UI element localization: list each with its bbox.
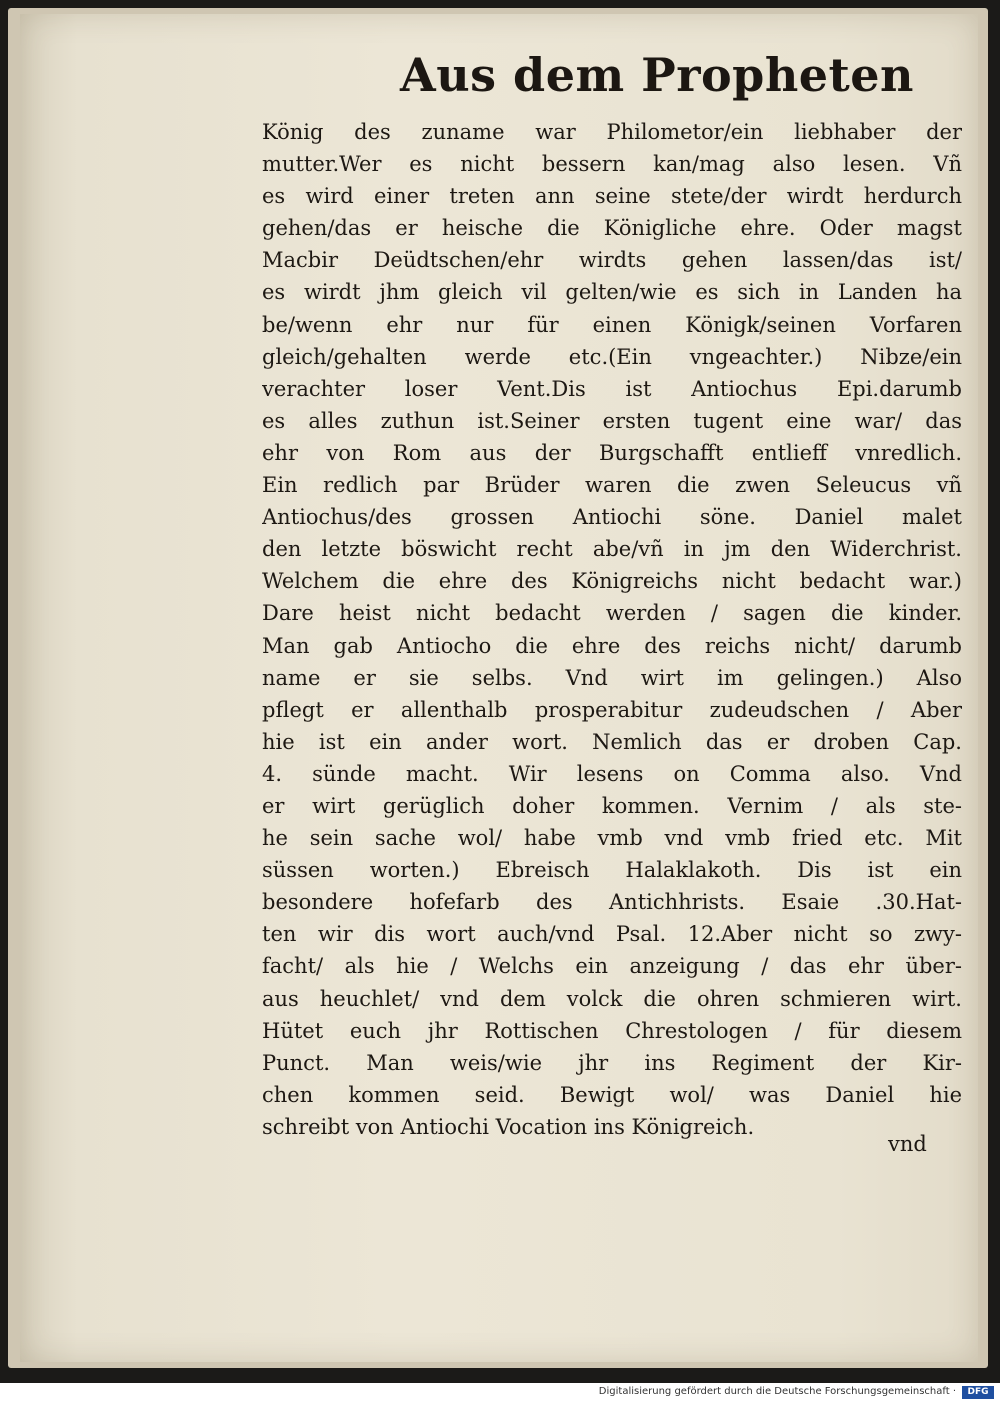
text-line: es wird einer treten ann seine stete/der wirdt herdurch (262, 184, 962, 209)
text-line: Welchem die ehre des Königreichs nicht bedacht war.) (262, 569, 962, 594)
text-line: hie ist ein ander wort. Nemlich das er droben Cap. (262, 729, 962, 754)
dfg-logo[interactable]: DFG (962, 1386, 994, 1399)
text-line: aus heuchlet/ vnd dem volck die ohren schmieren wirt. (262, 986, 962, 1011)
text-line: schreibt von Antiochi Vocation ins Königreich. (262, 1114, 755, 1139)
text-block (262, 116, 962, 1143)
text-line: he sein sache wol/ habe vmb vnd vmb fried etc. Mit (262, 826, 962, 851)
text-line: mutter.Wer es nicht bessern kan/mag also lesen. Vñ (262, 152, 962, 177)
text-line: Punct. Man weis/wie jhr ins Regiment der Kir- (262, 1050, 962, 1075)
text-line: Macbir Deüdtschen/ehr wirdts gehen lassen/das ist/ (262, 248, 962, 273)
text-line: 4. sünde macht. Wir lesens on Comma also. Vnd (262, 761, 962, 786)
text-line: es alles zuthun ist.Seiner ersten tugent eine war/ das (262, 408, 962, 433)
text-line: name er sie selbs. Vnd wirt im gelingen.) Also (262, 665, 962, 690)
catchword: vnd (888, 1132, 927, 1156)
text-line: facht/ als hie / Welchs ein anzeigung / das ehr über- (262, 954, 962, 979)
text-line: den letzte böswicht recht abe/vñ in jm den Widerchrist. (262, 537, 962, 562)
text-line: Antiochus/des grossen Antiochi söne. Daniel malet (262, 505, 962, 530)
text-line: ehr von Rom aus der Burgschafft entlieff vnredlich. (262, 440, 962, 465)
text-line: Man gab Antiocho die ehre des reichs nicht/ darumb (262, 633, 962, 658)
text-line: süssen worten.) Ebreisch Halaklakoth. Dis ist ein (262, 858, 962, 883)
text-line: es wirdt jhm gleich vil gelten/wie es sich in Landen ha (262, 280, 962, 305)
text-line: Dare heist nicht bedacht werden / sagen die kinder. (262, 601, 962, 626)
text-line: Hütet euch jhr Rottischen Chrestologen / für diesem (262, 1018, 962, 1043)
text-line: verachter loser Vent.Dis ist Antiochus Epi.darumb (262, 376, 962, 401)
text-line: pflegt er allenthalb prosperabitur zudeudschen / Aber (262, 697, 962, 722)
text-line: chen kommen seid. Bewigt wol/ was Daniel hie (262, 1082, 962, 1107)
text-line: besondere hofefarb des Antichhrists. Esaie .30.Hat- (262, 890, 962, 915)
text-line: ten wir dis wort auch/vnd Psal. 12.Aber nicht so zwy- (262, 922, 962, 947)
text-line: gleich/gehalten werde etc.(Ein vngeachter.) Nibze/ein (262, 344, 962, 369)
running-head: Aus dem Propheten (400, 48, 915, 102)
text-line: Ein redlich par Brüder waren die zwen Seleucus vñ (262, 473, 962, 498)
text-line: gehen/das er heische die Königliche ehre. Oder magst (262, 216, 962, 241)
text-line: be/wenn ehr nur für einen Königk/seinen Vorfaren (262, 312, 962, 337)
text-line: König des zuname war Philometor/ein liebhaber der (262, 120, 962, 144)
digitization-credit: Digitalisierung gefördert durch die Deutsche Forschungsgemeinschaft · (598, 1386, 956, 1397)
text-line: er wirt gerüglich doher kommen. Vernim / als ste- (262, 793, 962, 818)
